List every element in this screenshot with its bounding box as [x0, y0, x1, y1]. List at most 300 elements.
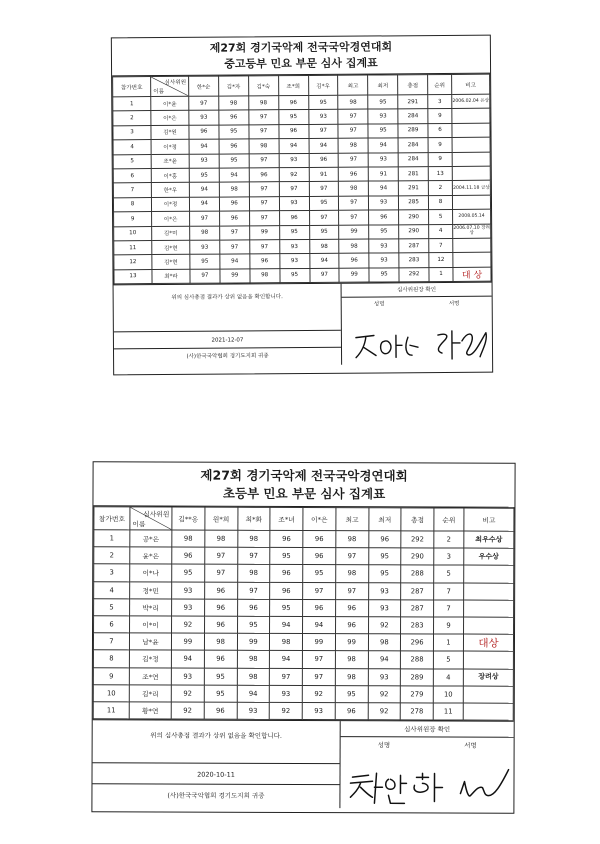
note-cell: 2004.11.18 금상: [452, 181, 490, 196]
entry-no-cell: 10: [114, 226, 152, 241]
best-score-cell: 96: [335, 599, 368, 616]
note-cell: 2006.02.04 은상: [452, 94, 490, 109]
total-score-cell: 278: [400, 703, 433, 720]
best-score-cell: 96: [335, 702, 368, 719]
worst-score-cell: 95: [368, 565, 401, 582]
total-score-cell: 279: [401, 686, 434, 703]
header-judge-5: 이*은: [303, 507, 336, 530]
table-row: [93, 633, 513, 652]
judge-score-cell: 97: [220, 225, 250, 240]
worst-score-cell: 96: [369, 210, 399, 225]
judge-score-cell: 97: [308, 124, 338, 139]
header-judges-label: 심사위원: [143, 510, 170, 519]
rank-cell: 9: [434, 617, 464, 634]
table-row: [93, 684, 513, 703]
worst-score-cell: 93: [369, 253, 399, 268]
worst-score-cell: 95: [368, 95, 398, 110]
judge-score-cell: 96: [279, 124, 309, 139]
entry-no-cell: 1: [113, 97, 151, 112]
worst-score-cell: 95: [368, 124, 398, 139]
rank-cell: 6: [428, 123, 452, 138]
best-score-cell: 98: [335, 668, 368, 685]
judge-score-cell: 97: [249, 240, 279, 255]
contestant-name-cell: 황*연: [129, 702, 171, 719]
total-score-cell: 284: [398, 138, 428, 153]
total-score-cell: 284: [398, 109, 428, 124]
judge-score-cell: 96: [219, 139, 249, 154]
judge-score-cell: 98: [237, 565, 270, 582]
judge-score-cell: 97: [190, 211, 220, 226]
rank-cell: 7: [429, 238, 453, 253]
judge-score-cell: 97: [205, 547, 238, 564]
sheet-title: [93, 462, 514, 507]
confirmation-text: 위의 심사총점 결과가 상위 없음을 확인합니다.: [171, 294, 283, 301]
judge-score-cell: 96: [278, 95, 308, 110]
judge-score-cell: 93: [172, 599, 205, 616]
rank-cell: 11: [433, 703, 463, 720]
entry-no-cell: 6: [113, 169, 151, 184]
entry-no-cell: 2: [94, 547, 130, 564]
worst-score-cell: 94: [368, 138, 398, 153]
judge-score-cell: 98: [237, 651, 270, 668]
worst-score-cell: 93: [369, 196, 399, 211]
contestant-name-cell: 남*윤: [129, 633, 171, 650]
note-cell: [464, 565, 514, 582]
judge-score-cell: 96: [309, 153, 339, 168]
header-judge-2: 원*희: [205, 507, 238, 530]
total-score-cell: 292: [399, 267, 429, 282]
best-score-cell: 98: [339, 239, 369, 254]
judge-score-cell: 96: [219, 211, 249, 226]
judge-score-cell: 97: [237, 582, 270, 599]
contestant-name-cell: 이*홍: [151, 168, 189, 183]
contestant-name-cell: 이*정: [151, 197, 189, 212]
judge-score-cell: 96: [204, 616, 237, 633]
note-cell: [452, 152, 490, 167]
entry-no-cell: 8: [93, 650, 129, 667]
judge-score-cell: 96: [270, 582, 303, 599]
note-cell: [463, 651, 513, 668]
contestant-name-cell: 박*리: [130, 599, 172, 616]
chief-judge-confirmation: [340, 721, 513, 809]
contestant-name-cell: 김*원: [151, 125, 189, 140]
total-score-cell: 288: [401, 565, 434, 582]
header-total: 총점: [401, 508, 434, 531]
best-score-cell: 97: [336, 548, 369, 565]
worst-score-cell: 94: [368, 651, 401, 668]
table-row: [94, 530, 514, 549]
entry-no-cell: 6: [94, 616, 130, 633]
total-score-cell: 289: [398, 123, 428, 138]
worst-score-cell: 92: [368, 703, 401, 720]
contestant-name-cell: 이*은: [151, 111, 189, 126]
header-judge-3: 최*화: [237, 507, 270, 530]
judge-score-cell: 94: [220, 254, 250, 269]
rank-cell: 3: [428, 94, 452, 109]
rank-cell: 13: [428, 166, 452, 181]
judge-score-cell: 96: [270, 530, 303, 547]
signature-label: 서명: [448, 300, 460, 308]
note-cell: [453, 238, 491, 253]
judge-score-cell: 97: [190, 269, 220, 284]
score-sheet-elementary: [91, 461, 515, 813]
entry-no-cell: 8: [113, 197, 151, 212]
total-score-cell: 290: [399, 210, 429, 225]
entry-no-cell: 13: [114, 269, 152, 284]
score-table: [112, 74, 491, 285]
contestant-name-cell: 김*미: [152, 226, 190, 241]
judge-score-cell: 99: [171, 633, 204, 650]
judge-score-cell: 98: [190, 226, 220, 241]
judge-score-cell: 93: [279, 239, 309, 254]
worst-score-cell: 92: [368, 685, 401, 702]
judge-score-cell: 98: [270, 634, 303, 651]
note-cell: [452, 109, 490, 124]
header-judge-name-diagonal: [130, 507, 172, 530]
judge-score-cell: 97: [249, 182, 279, 197]
judge-score-cell: 96: [249, 168, 279, 183]
judge-score-cell: 93: [279, 153, 309, 168]
judge-score-cell: 96: [219, 197, 249, 212]
header-judge-1: 한*순: [189, 76, 219, 96]
entry-no-cell: 10: [93, 684, 129, 701]
header-judge-3: 김*숙: [248, 76, 278, 96]
chief-judge-label: 심사위원장 확인: [342, 283, 492, 298]
table-row: [93, 702, 513, 721]
note-cell: [464, 600, 514, 617]
total-score-cell: 287: [399, 239, 429, 254]
judge-score-cell: 96: [189, 125, 219, 140]
rank-cell: 5: [434, 565, 464, 582]
best-score-cell: 97: [338, 109, 368, 124]
judge-score-cell: 96: [303, 530, 336, 547]
note-cell: [464, 617, 514, 634]
judge-score-cell: 96: [204, 582, 237, 599]
judge-score-cell: 92: [279, 167, 309, 182]
header-name-label: 이름: [153, 88, 165, 96]
judge-score-cell: 95: [303, 565, 336, 582]
score-table: [93, 506, 515, 721]
rank-cell: 7: [434, 583, 464, 600]
best-score-cell: 96: [339, 167, 369, 182]
total-score-cell: 290: [399, 224, 429, 239]
judge-score-cell: 94: [279, 139, 309, 154]
judge-score-cell: 95: [189, 168, 219, 183]
judge-score-cell: 97: [237, 547, 270, 564]
header-judge-4: 조*희: [278, 75, 308, 95]
judge-score-cell: 98: [237, 668, 270, 685]
judge-score-cell: 96: [250, 254, 280, 269]
judge-score-cell: 95: [219, 153, 249, 168]
header-worst: 최저: [368, 75, 398, 95]
judge-score-cell: 95: [204, 685, 237, 702]
table-row: [93, 650, 513, 669]
title-line-2: 초등부 민요 부문 심사 집계표: [222, 485, 386, 502]
judge-score-cell: 97: [204, 565, 237, 582]
judge-score-cell: 93: [308, 110, 338, 125]
judge-score-cell: 96: [303, 599, 336, 616]
contestant-name-cell: 김*리: [129, 685, 171, 702]
worst-score-cell: 92: [368, 617, 401, 634]
judge-score-cell: 91: [309, 167, 339, 182]
total-score-cell: 292: [401, 531, 434, 548]
title-line-2: 중고등부 민요 부문 심사 집계표: [224, 56, 378, 71]
worst-score-cell: 98: [368, 634, 401, 651]
table-row: [94, 599, 514, 618]
signature-label: 서명: [464, 741, 477, 750]
total-score-cell: 296: [401, 634, 434, 651]
header-entry-no: 참가번호: [94, 507, 130, 530]
header-judges-label: 심사위원: [164, 79, 187, 86]
best-score-cell: 97: [339, 153, 369, 168]
judge-score-cell: 95: [270, 599, 303, 616]
best-score-cell: 99: [339, 225, 369, 240]
judge-score-cell: 95: [190, 254, 220, 269]
footer-date: 2020-10-11: [92, 762, 339, 785]
title-line-1: 제27회 경기국악제 전국국악경연대회: [209, 40, 393, 55]
note-cell: 대 상: [453, 267, 491, 282]
judge-score-cell: 95: [279, 225, 309, 240]
score-sheet-secondary: [111, 35, 493, 376]
rank-cell: 12: [429, 253, 453, 268]
header-judge-name-diagonal: [151, 76, 189, 96]
worst-score-cell: 95: [368, 548, 401, 565]
best-score-cell: 98: [335, 565, 368, 582]
contestant-name-cell: 김*정: [129, 650, 171, 667]
best-score-cell: 97: [338, 124, 368, 139]
worst-score-cell: 93: [368, 109, 398, 124]
judge-score-cell: 98: [172, 530, 205, 547]
note-cell: 2006.07.10 장려상: [453, 224, 491, 239]
best-score-cell: 99: [335, 634, 368, 651]
contestant-name-cell: 김*현: [152, 255, 190, 270]
entry-no-cell: 4: [94, 581, 130, 598]
judge-score-cell: 94: [171, 650, 204, 667]
contestant-name-cell: 최*라: [152, 269, 190, 284]
rank-cell: 2: [434, 531, 464, 548]
contestant-name-cell: 윤*은: [130, 547, 172, 564]
judge-score-cell: 94: [189, 139, 219, 154]
footer-confirmation-block: [114, 284, 343, 367]
rank-cell: 5: [433, 651, 463, 668]
total-score-cell: 285: [399, 195, 429, 210]
judge-score-cell: 98: [237, 530, 270, 547]
judge-score-cell: 93: [190, 240, 220, 255]
best-score-cell: 97: [335, 582, 368, 599]
judge-score-cell: 98: [248, 96, 278, 111]
best-score-cell: 98: [335, 651, 368, 668]
judge-score-cell: 98: [219, 96, 249, 111]
total-score-cell: 283: [401, 617, 434, 634]
judge-score-cell: 94: [219, 168, 249, 183]
judge-score-cell: 93: [189, 110, 219, 125]
judge-score-cell: 93: [237, 702, 270, 719]
contestant-name-cell: 정*민: [130, 581, 172, 598]
judge-score-cell: 97: [249, 153, 279, 168]
worst-score-cell: 91: [368, 167, 398, 182]
judge-score-cell: 96: [204, 702, 237, 719]
judge-score-cell: 97: [279, 182, 309, 197]
chief-judge-label: 심사위원장 확인: [341, 721, 514, 738]
confirmation-text: 위의 심사총점 결과가 상위 없음을 확인합니다.: [150, 731, 283, 740]
chief-judge-confirmation: [342, 283, 493, 365]
judge-score-cell: 99: [249, 225, 279, 240]
judge-score-cell: 92: [171, 685, 204, 702]
footer-confirmation-block: [92, 720, 340, 808]
header-entry-no: 참가번호: [113, 77, 151, 97]
judge-score-cell: 92: [269, 702, 302, 719]
name-label: 성명: [373, 301, 385, 308]
judge-score-cell: 98: [309, 239, 339, 254]
rank-cell: 2: [428, 181, 452, 196]
contestant-name-cell: 김*현: [152, 240, 190, 255]
note-cell: 최우수상: [464, 531, 514, 548]
note-cell: [452, 137, 490, 152]
best-score-cell: 98: [336, 531, 369, 548]
contestant-name-cell: 이*윤: [151, 96, 189, 111]
footer-organization: (사)한국국악협회 경기도지회 귀중: [167, 791, 265, 800]
note-cell: [452, 123, 490, 138]
header-rank: 순위: [434, 508, 464, 531]
judge-score-cell: 99: [220, 269, 250, 284]
best-score-cell: 98: [339, 181, 369, 196]
judge-score-cell: 95: [270, 548, 303, 565]
header-total: 총점: [398, 75, 428, 95]
judge-score-cell: 94: [309, 138, 339, 153]
header-judge-5: 김*우: [308, 75, 338, 95]
rank-cell: 1: [429, 267, 453, 282]
best-score-cell: 96: [335, 617, 368, 634]
judge-score-cell: 92: [302, 685, 335, 702]
worst-score-cell: 95: [369, 224, 399, 239]
worst-score-cell: 94: [369, 181, 399, 196]
contestant-name-cell: 이*이: [130, 616, 172, 633]
judge-score-cell: 97: [309, 182, 339, 197]
judge-score-cell: 95: [204, 668, 237, 685]
judge-score-cell: 97: [303, 582, 336, 599]
judge-score-cell: 98: [205, 530, 238, 547]
judge-score-cell: 96: [204, 650, 237, 667]
header-best: 최고: [338, 75, 368, 95]
judge-score-cell: 95: [219, 125, 249, 140]
total-score-cell: 287: [401, 600, 434, 617]
entry-no-cell: 12: [114, 255, 152, 270]
entry-no-cell: 5: [113, 154, 151, 169]
table-row: [94, 564, 514, 583]
judge-score-cell: 97: [249, 124, 279, 139]
note-cell: [464, 583, 514, 600]
judge-score-cell: 99: [302, 634, 335, 651]
judge-score-cell: 94: [189, 182, 219, 197]
best-score-cell: 95: [335, 685, 368, 702]
judge-score-cell: 96: [279, 211, 309, 226]
table-row: [94, 581, 514, 600]
handwritten-signature: [334, 311, 498, 366]
table-row: [93, 667, 513, 686]
best-score-cell: 99: [339, 268, 369, 283]
judge-score-cell: 94: [309, 254, 339, 269]
sheet-footer: [114, 282, 493, 367]
best-score-cell: 98: [338, 95, 368, 110]
contestant-name-cell: 공*은: [130, 530, 172, 547]
rank-cell: 5: [429, 210, 453, 225]
note-cell: [463, 703, 513, 720]
rank-cell: 7: [434, 600, 464, 617]
total-score-cell: 284: [398, 152, 428, 167]
entry-no-cell: 3: [113, 125, 151, 140]
entry-no-cell: 7: [93, 633, 129, 650]
total-score-cell: 289: [401, 668, 434, 685]
footer-organization: (사)한국국악협회 경기도지회 귀중: [186, 353, 269, 360]
handwritten-signature: [342, 755, 514, 810]
best-score-cell: 97: [339, 196, 369, 211]
title-line-1: 제27회 경기국악제 전국국악경연대회: [200, 467, 408, 484]
entry-no-cell: 9: [114, 212, 152, 227]
judge-score-cell: 96: [270, 565, 303, 582]
judge-score-cell: 94: [270, 616, 303, 633]
contestant-name-cell: 이*은: [152, 211, 190, 226]
judge-score-cell: 94: [270, 651, 303, 668]
worst-score-cell: 93: [369, 239, 399, 254]
rank-cell: 9: [428, 109, 452, 124]
judge-score-cell: 97: [249, 110, 279, 125]
entry-no-cell: 3: [94, 564, 130, 581]
sheet-footer: [92, 719, 513, 808]
judge-score-cell: 97: [220, 240, 250, 255]
entry-no-cell: 9: [93, 667, 129, 684]
contestant-name-cell: 한*우: [151, 183, 189, 198]
judge-score-cell: 96: [204, 599, 237, 616]
note-cell: 대상: [463, 634, 513, 651]
judge-score-cell: 94: [303, 616, 336, 633]
judge-score-cell: 95: [309, 225, 339, 240]
judge-score-cell: 97: [302, 651, 335, 668]
judge-score-cell: 96: [219, 110, 249, 125]
note-cell: [463, 686, 513, 703]
header-judge-4: 조*녀: [270, 507, 303, 530]
judge-score-cell: 93: [171, 668, 204, 685]
header-worst: 최저: [368, 508, 401, 531]
rank-cell: 9: [428, 152, 452, 167]
rank-cell: 4: [429, 224, 453, 239]
judge-score-cell: 95: [309, 196, 339, 211]
judge-score-cell: 98: [204, 633, 237, 650]
contestant-name-cell: 이*정: [151, 139, 189, 154]
total-score-cell: 281: [398, 167, 428, 182]
total-score-cell: 290: [401, 548, 434, 565]
name-label: 성명: [377, 741, 391, 750]
judge-score-cell: 97: [249, 196, 279, 211]
entry-no-cell: 4: [113, 140, 151, 155]
header-name-label: 이름: [132, 520, 146, 529]
note-cell: 2008.05.14: [453, 209, 491, 224]
total-score-cell: 287: [401, 582, 434, 599]
judge-score-cell: 94: [237, 685, 270, 702]
entry-no-cell: 11: [93, 702, 129, 719]
judge-score-cell: 95: [237, 616, 270, 633]
header-judge-1: 김**옹: [172, 507, 205, 530]
contestant-name-cell: 조*연: [129, 667, 171, 684]
judge-score-cell: 92: [172, 616, 205, 633]
judge-score-cell: 98: [249, 139, 279, 154]
note-cell: [452, 195, 490, 210]
judge-score-cell: 97: [302, 668, 335, 685]
rank-cell: 8: [428, 195, 452, 210]
judge-score-cell: 95: [278, 110, 308, 125]
note-cell: [452, 166, 490, 181]
header-judge-2: 김*자: [218, 76, 248, 96]
rank-cell: 10: [433, 686, 463, 703]
